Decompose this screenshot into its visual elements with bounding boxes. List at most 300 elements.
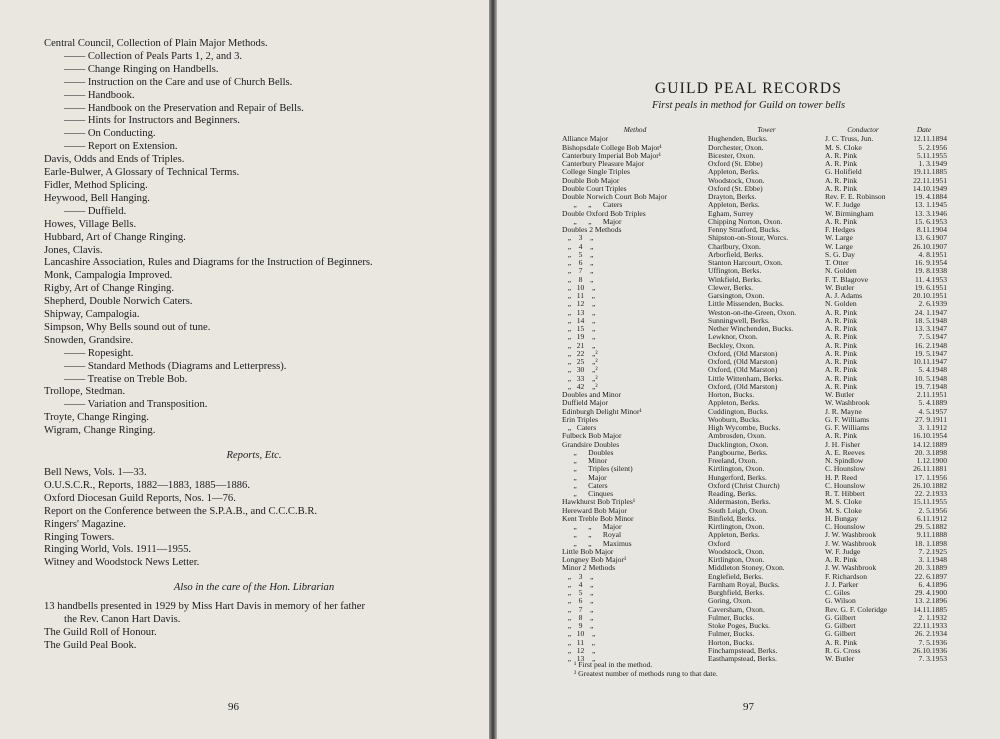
conductor-cell: W. F. Judge [825, 546, 861, 556]
date-cell: 9.11.1888 [916, 530, 947, 540]
method-cell: „ Major [562, 472, 607, 482]
tower-cell: Fulmer, Bucks. [708, 629, 755, 639]
method-cell: Kent Treble Bob Minor [562, 513, 634, 523]
tower-cell: Beckley, Oxon. [708, 340, 755, 350]
tower-cell: Burghfield, Berks. [708, 588, 765, 597]
conductor-cell: J. C. Truss, Jun. [825, 134, 874, 144]
librarian-list [44, 601, 464, 653]
bibliography-list [44, 38, 464, 653]
tower-cell: Goring, Oxon. [708, 596, 753, 606]
date-cell: 5. 4.1889 [918, 398, 947, 408]
tower-cell: Aldermaston, Berks. [708, 497, 771, 507]
report-entry: Bell News, Vols. 1—33. [44, 467, 147, 478]
method-cell: „ 12 „ [562, 299, 596, 309]
conductor-cell: A. R. Pink [825, 307, 858, 317]
conductor-cell: A. R. Pink [825, 431, 858, 441]
tower-cell: Little Missenden, Bucks. [708, 299, 784, 309]
bibliography-entry: —— Handbook. [64, 89, 135, 101]
date-cell: 5. 4.1948 [918, 365, 947, 375]
conductor-cell: J. H. Fisher [825, 439, 861, 449]
date-cell: 15.11.1955 [913, 497, 947, 507]
conductor-cell: J. J. Parker [825, 579, 859, 589]
method-cell: „ 7 „ [562, 604, 594, 614]
conductor-cell: A. E. Reeves [825, 447, 865, 457]
reports-heading: Reports, Etc. [226, 450, 282, 462]
method-cell: Minor 2 Methods [562, 563, 616, 573]
conductor-cell: A. R. Pink [825, 183, 858, 193]
tower-cell: Oxford (St. Ebbe) [708, 159, 763, 168]
date-cell: 22.11.1933 [913, 621, 947, 630]
conductor-cell: J. W. Washbrook [825, 538, 877, 548]
bibliography-entry: Earle-Bulwer, A Glossary of Technical Terms. [44, 167, 240, 179]
tower-cell: Horton, Bucks. [708, 637, 755, 647]
method-cell: „ 21 „ [562, 340, 596, 350]
bibliography-entry: —— Change Ringing on Handbells. [64, 63, 219, 75]
conductor-cell: N. Golden [825, 266, 857, 276]
method-cell: Bishopsdale College Bob Major¹ [562, 142, 662, 152]
tower-cell: Hungerford, Berks. [708, 472, 767, 482]
tower-cell: Woodstock, Oxon. [708, 546, 765, 556]
method-cell: „ 12 „ [562, 645, 596, 655]
date-cell: 3. 1.1948 [918, 555, 947, 564]
method-cell: Longney Bob Major¹ [562, 555, 627, 564]
bibliography-entry: —— Duffield. [64, 205, 127, 217]
tower-cell: Easthampstead, Berks. [708, 654, 777, 663]
tower-cell: Appleton, Berks. [708, 167, 760, 177]
bibliography-entry: Lancashire Association, Rules and Diagrams for the Instruction of Beginners. [44, 257, 373, 269]
bibliography-entry: Shipway, Campalogia. [44, 309, 140, 321]
method-cell: „ „ Major [562, 522, 622, 531]
report-entry: Witney and Woodstock News Letter. [44, 557, 200, 569]
tower-cell: Kirtlington, Oxon. [708, 464, 765, 474]
date-cell: 2. 1.1932 [918, 612, 947, 622]
date-cell: 16.10.1954 [912, 431, 947, 441]
method-cell: „ 6 „ [562, 596, 594, 606]
method-cell: „ 11 „ [562, 291, 596, 300]
date-cell: 16. 2.1948 [914, 340, 947, 350]
table-row [562, 622, 947, 630]
date-cell: 13. 2.1896 [914, 596, 947, 606]
date-cell: 20. 3.1898 [914, 447, 947, 457]
bibliography-entry: Howes, Village Bells. [44, 218, 137, 230]
bibliography-entry: —— Variation and Transposition. [64, 399, 208, 411]
method-cell: Hawkhurst Bob Triples¹ [562, 497, 636, 507]
column-header-method: Method [623, 125, 647, 134]
peal-records-body [562, 135, 947, 663]
method-cell: „ 15 „ [562, 324, 596, 333]
page-subtitle: First peals in method for Guild on tower bells [651, 100, 846, 111]
conductor-cell: N. Golden [825, 299, 857, 309]
tower-cell: Little Wittenham, Berks. [708, 373, 784, 383]
bibliography-entry: Trollope, Stedman. [44, 386, 126, 398]
method-cell: „ 30 „² [562, 365, 598, 375]
date-cell: 19. 6.1951 [914, 282, 947, 292]
date-cell: 1.12.1900 [916, 456, 947, 465]
conductor-cell: G. Wilson [825, 596, 856, 606]
table-row [562, 630, 947, 638]
tower-cell: Bicester, Oxon. [708, 150, 756, 160]
date-cell: 13. 6.1907 [914, 233, 947, 243]
page-title: GUILD PEAL RECORDS [654, 80, 843, 97]
method-cell: Little Bob Major [562, 546, 614, 556]
tower-cell: Ducklington, Oxon. [708, 439, 769, 449]
tower-cell: Lewknor, Oxon. [708, 332, 758, 342]
date-cell: 19. 8.1938 [914, 266, 947, 276]
method-cell: „ 3 „ [562, 571, 594, 581]
conductor-cell: A. R. Pink [825, 637, 858, 647]
conductor-cell: A. R. Pink [825, 150, 858, 160]
bibliography-entries [44, 38, 464, 438]
tower-cell: Dorchester, Oxon. [708, 142, 764, 152]
book-gutter [489, 0, 497, 739]
method-cell: „ 25 „² [562, 357, 598, 366]
conductor-cell: A. R. Pink [825, 332, 858, 342]
method-cell: Grandsire Doubles [562, 439, 620, 449]
date-cell: 19.11.1885 [913, 167, 947, 177]
method-cell: Doubles and Minor [562, 390, 622, 399]
date-cell: 29. 4.1900 [914, 588, 947, 597]
report-entry: Ringing World, Vols. 1911—1955. [44, 544, 192, 556]
conductor-cell: J. W. Washbrook [825, 530, 877, 540]
method-cell: Erin Triples [562, 414, 599, 424]
bibliography-entry: Hubbard, Art of Change Ringing. [44, 231, 186, 243]
conductor-cell: A. R. Pink [825, 348, 858, 358]
date-cell: 22. 2.1933 [914, 489, 947, 498]
conductor-cell: A. R. Pink [825, 373, 858, 383]
conductor-cell: R. T. Hibbert [825, 489, 865, 498]
tower-cell: South Leigh, Oxon. [708, 505, 768, 515]
librarian-heading: Also in the care of the Hon. Librarian [173, 582, 335, 594]
tower-cell: Kirtlington, Oxon. [708, 522, 765, 531]
tower-cell: Kirtlington, Oxon. [708, 555, 765, 564]
conductor-cell: H. Bungay [825, 513, 858, 523]
tower-cell: Egham, Surrey [708, 208, 754, 218]
method-cell: Doubles 2 Methods [562, 225, 622, 234]
column-header-conductor: Conductor [847, 125, 879, 134]
method-cell: „ „ Maximus [562, 538, 632, 548]
tower-cell: Farnham Royal, Bucks. [708, 579, 780, 589]
peal-records-table [562, 126, 947, 663]
tower-cell: Nether Winchenden, Bucks. [708, 324, 794, 333]
method-cell: „ 4 „ [562, 241, 594, 251]
bibliography-entry: —— On Conducting. [64, 128, 156, 140]
footnote: ² Greatest number of methods rung to that date. [574, 668, 718, 678]
tower-cell: Clewer, Berks. [708, 282, 754, 292]
method-cell: „ 4 „ [562, 579, 594, 589]
date-cell: 19. 7.1948 [914, 381, 947, 391]
report-entry: Ringers' Magazine. [44, 518, 126, 530]
tower-cell: Sunningwell, Berks. [708, 315, 770, 325]
conductor-cell: A. R. Pink [825, 216, 858, 226]
date-cell: 7. 3.1953 [918, 654, 947, 663]
conductor-cell: R. G. Cross [825, 645, 861, 655]
date-cell: 26. 2.1934 [914, 629, 947, 639]
date-cell: 12.11.1894 [913, 134, 947, 144]
conductor-cell: H. P. Reed [825, 472, 858, 482]
tower-cell: Fulmer, Bucks. [708, 612, 755, 622]
tower-cell: Wooburn, Bucks. [708, 414, 761, 424]
date-cell: 3. 1.1912 [918, 423, 947, 432]
date-cell: 26.10.1907 [912, 241, 947, 251]
method-cell: „ 42 „² [562, 381, 598, 391]
table-row [562, 589, 947, 597]
conductor-cell: A. R. Pink [825, 365, 858, 375]
conductor-cell: W. Butler [825, 654, 855, 663]
method-cell: Edinburgh Delight Minor¹ [562, 406, 642, 416]
method-cell: „ 10 „ [562, 629, 596, 639]
date-cell: 14.11.1885 [913, 604, 947, 614]
method-cell: „ 10 „ [562, 282, 596, 292]
method-cell: „ 11 „ [562, 637, 596, 647]
date-cell: 8.11.1904 [916, 225, 947, 234]
tower-cell: Oxford, (Old Marston) [708, 348, 778, 358]
tower-cell: Pangbourne, Berks. [708, 447, 768, 457]
date-cell: 10.11.1947 [913, 357, 947, 366]
tower-cell: Oxford, (Old Marston) [708, 381, 778, 391]
date-cell: 6. 4.1896 [918, 579, 947, 589]
date-cell: 29. 5.1882 [914, 522, 947, 531]
date-cell: 22.11.1951 [913, 175, 947, 185]
method-cell: „ 6 „ [562, 258, 594, 267]
tower-cell: Winkfield, Berks. [708, 274, 762, 284]
bibliography-entry: Snowden, Grandsire. [44, 334, 134, 346]
date-cell: 14.12.1889 [912, 439, 947, 449]
tower-cell: Drayton, Berks. [708, 192, 757, 201]
conductor-cell: C. Hounslow [825, 522, 866, 531]
method-cell: Double Court Triples [562, 183, 627, 193]
tower-cell: Reading, Berks. [708, 489, 757, 498]
conductor-cell: F. T. Blagrove [825, 274, 868, 284]
method-cell: Fulbeck Bob Major [562, 431, 622, 441]
conductor-cell: A. R. Pink [825, 381, 858, 391]
tower-cell: Arborfield, Berks. [708, 249, 764, 259]
conductor-cell: Rev. G. F. Coleridge [825, 604, 888, 614]
bibliography-entry: Jones, Clavis. [44, 244, 103, 256]
bibliography-entry: —— Hints for Instructors and Beginners. [64, 115, 240, 127]
date-cell: 7. 5.1936 [918, 637, 947, 647]
date-cell: 2.11.1951 [916, 390, 947, 399]
tower-cell: Oxford (St. Ebbe) [708, 183, 763, 193]
footnotes [574, 661, 718, 678]
bibliography-entry: Wigram, Change Ringing. [44, 425, 156, 437]
conductor-cell: A. R. Pink [825, 315, 858, 325]
column-header-date: Date [916, 125, 932, 134]
tower-cell: Oxford (Christ Church) [708, 480, 780, 490]
method-cell: „ 19 „ [562, 332, 596, 342]
conductor-cell: J. R. Mayne [825, 406, 862, 416]
tower-cell: Middleton Stoney, Oxon. [708, 563, 785, 573]
bibliography-entry: Davis, Odds and Ends of Triples. [44, 154, 185, 166]
method-cell: Canterbury Pleasure Major [562, 159, 645, 168]
column-header-tower: Tower [757, 125, 776, 134]
method-cell: „ Triples (silent) [562, 464, 633, 474]
date-cell: 13. 3.1947 [914, 324, 947, 333]
method-cell: „ 22 „² [562, 348, 598, 358]
bibliography-entry: —— Instruction on the Care and use of Church Bells. [64, 76, 293, 88]
method-cell: Duffield Major [562, 398, 609, 408]
method-cell: „ 33 „² [562, 373, 598, 383]
bibliography-entry: —— Handbook on the Preservation and Repair of Bells. [64, 102, 304, 114]
method-cell: Double Norwich Court Bob Major [562, 192, 668, 201]
conductor-cell: C. Hounslow [825, 480, 866, 490]
tower-cell: Oxford, (Old Marston) [708, 365, 778, 375]
date-cell: 4. 8.1951 [918, 249, 947, 259]
bibliography-entry: Simpson, Why Bells sound out of tune. [44, 321, 211, 333]
date-cell: 19. 4.1884 [914, 192, 947, 201]
tower-cell: Stanton Harcourt, Oxon. [708, 258, 783, 267]
date-cell: 15. 6.1953 [914, 216, 947, 226]
tower-cell: Uffington, Berks. [708, 266, 762, 276]
bibliography-entry: Central Council, Collection of Plain Major Methods. [44, 38, 268, 49]
librarian-item: the Rev. Canon Hart Davis. [64, 614, 181, 626]
method-cell: „ „ Royal [562, 530, 622, 540]
conductor-cell: A. R. Pink [825, 357, 858, 366]
bibliography-entry: —— Treatise on Treble Bob. [64, 373, 188, 385]
method-cell: Double Bob Major [562, 175, 620, 185]
bibliography-entry: Shepherd, Double Norwich Caters. [44, 296, 193, 308]
conductor-cell: G. F. Williams [825, 423, 870, 432]
tower-cell: Cuddington, Bucks. [708, 406, 769, 416]
tower-cell: Caversham, Oxon. [708, 604, 765, 614]
date-cell: 27. 9.1911 [915, 414, 947, 424]
conductor-cell: W. Birmingham [825, 208, 874, 218]
date-cell: 26.10.1936 [912, 645, 947, 655]
tower-cell: Horton, Bucks. [708, 390, 755, 399]
method-cell: „ „ Major [562, 216, 622, 226]
conductor-cell: A. R. Pink [825, 340, 858, 350]
tower-cell: High Wycombe, Bucks. [708, 423, 781, 432]
method-cell: „ 8 „ [562, 612, 594, 622]
tower-cell: Fenny Stratford, Bucks. [708, 225, 781, 234]
conductor-cell: A. J. Adams [825, 291, 863, 300]
date-cell: 13. 3.1946 [914, 208, 947, 218]
tower-cell: Hughenden, Bucks. [708, 134, 768, 144]
bibliography-entry: —— Report on Extension. [64, 141, 178, 153]
conductor-cell: W. Washbrook [825, 398, 870, 408]
conductor-cell: F. Hedges [825, 225, 856, 234]
method-cell: „ Minor [562, 456, 608, 465]
conductor-cell: W. Large [825, 233, 853, 243]
conductor-cell: C. Hounslow [825, 464, 866, 474]
conductor-cell: W. Butler [825, 282, 855, 292]
method-cell: „ Caters [562, 480, 608, 490]
conductor-cell: Rev. F. E. Robinson [825, 192, 886, 201]
conductor-cell: M. S. Cloke [825, 142, 862, 152]
footnote: ¹ First peal in the method. [574, 660, 653, 669]
method-cell: „ 9 „ [562, 621, 594, 630]
table-row [562, 276, 947, 284]
report-entry: O.U.S.C.R., Reports, 1882—1883, 1885—1886. [44, 479, 250, 491]
tower-cell: Chipping Norton, Oxon. [708, 216, 783, 226]
date-cell: 14.10.1949 [912, 183, 947, 193]
date-cell: 20. 3.1889 [914, 563, 947, 573]
report-entry: Report on the Conference between the S.P.A.B., and C.C.C.B.R. [44, 505, 318, 517]
bibliography-entry: Troyte, Change Ringing. [44, 412, 149, 424]
date-cell: 11. 4.1953 [915, 274, 947, 284]
tower-cell: Binfield, Berks. [708, 513, 757, 523]
method-cell: Hereward Bob Major [562, 505, 627, 515]
page-number-right: 97 [743, 701, 754, 713]
conductor-cell: G. Gilbert [825, 629, 856, 639]
date-cell: 10. 5.1948 [914, 373, 947, 383]
conductor-cell: A. R. Pink [825, 175, 858, 185]
tower-cell: Freeland, Oxon. [708, 456, 758, 465]
date-cell: 6.11.1912 [916, 513, 947, 523]
conductor-cell: F. Richardson [825, 571, 867, 581]
right-page [497, 0, 1000, 739]
date-cell: 2. 5.1956 [918, 505, 947, 515]
tower-cell: Woodstock, Oxon. [708, 175, 765, 185]
bibliography-entry: —— Standard Methods (Diagrams and Letterpress). [64, 360, 287, 372]
date-cell: 24. 1.1947 [914, 307, 947, 317]
tower-cell: Englefield, Berks. [708, 571, 764, 581]
bibliography-entry: Rigby, Art of Change Ringing. [44, 283, 174, 295]
report-entry: Ringing Towers. [44, 531, 115, 543]
conductor-cell: N. Spindlow [825, 456, 864, 465]
date-cell: 13. 1.1945 [914, 200, 947, 210]
date-cell: 4. 5.1957 [918, 406, 947, 416]
date-cell: 16. 9.1954 [914, 258, 947, 267]
date-cell: 26.11.1881 [913, 464, 947, 474]
date-cell: 7. 5.1947 [918, 332, 947, 342]
date-cell: 17. 1.1956 [914, 472, 947, 482]
method-cell: „ 3 „ [562, 233, 594, 243]
report-entry: Oxford Diocesan Guild Reports, Nos. 1—76. [44, 492, 236, 504]
method-cell: College Single Triples [562, 167, 630, 177]
librarian-item: The Guild Roll of Honour. [44, 626, 157, 638]
tower-cell: Appleton, Berks. [708, 530, 760, 540]
date-cell: 5.11.1955 [916, 150, 947, 160]
tower-cell: Finchampstead, Berks. [708, 645, 778, 655]
method-cell: „ Doubles [562, 447, 614, 457]
conductor-cell: A. R. Pink [825, 555, 858, 564]
method-cell: „ 13 „ [562, 307, 596, 317]
conductor-cell: J. W. Washbrook [825, 563, 877, 573]
conductor-cell: M. S. Cloke [825, 497, 862, 507]
page-number-left: 96 [228, 701, 239, 713]
conductor-cell: G. Gilbert [825, 612, 856, 622]
conductor-cell: W. Large [825, 241, 853, 251]
method-cell: „ 8 „ [562, 274, 594, 284]
method-cell: „ 13 „ [562, 654, 596, 663]
tower-cell: Weston-on-the-Green, Oxon. [708, 307, 797, 317]
conductor-cell: S. G. Day [825, 249, 855, 259]
method-cell: „ 14 „ [562, 315, 596, 325]
method-cell: Alliance Major [562, 134, 609, 144]
tower-cell: Garsington, Oxon. [708, 291, 765, 300]
conductor-cell: A. R. Pink [825, 324, 858, 333]
method-cell: „ 7 „ [562, 266, 594, 276]
bibliography-entry: —— Ropesight. [64, 347, 134, 359]
bibliography-entry: Monk, Campalogia Improved. [44, 270, 173, 282]
date-cell: 7. 2.1925 [918, 546, 947, 556]
method-cell: „ Cinques [562, 489, 614, 498]
reports-list [44, 467, 464, 570]
tower-cell: Stoke Poges, Bucks. [708, 621, 771, 630]
tower-cell: Oxford, (Old Marston) [708, 357, 778, 366]
date-cell: 19. 5.1947 [914, 348, 947, 358]
date-cell: 5. 2.1956 [918, 142, 947, 152]
tower-cell: Oxford [708, 538, 730, 548]
method-cell: „ 5 „ [562, 249, 594, 259]
table-row [562, 606, 947, 614]
librarian-item: The Guild Peal Book. [44, 639, 137, 651]
method-cell: Double Oxford Bob Triples [562, 208, 646, 218]
method-cell: „ 5 „ [562, 588, 594, 597]
date-cell: 18. 5.1948 [914, 315, 947, 325]
conductor-cell: T. Otter [825, 258, 849, 267]
conductor-cell: M. S. Cloke [825, 505, 862, 515]
